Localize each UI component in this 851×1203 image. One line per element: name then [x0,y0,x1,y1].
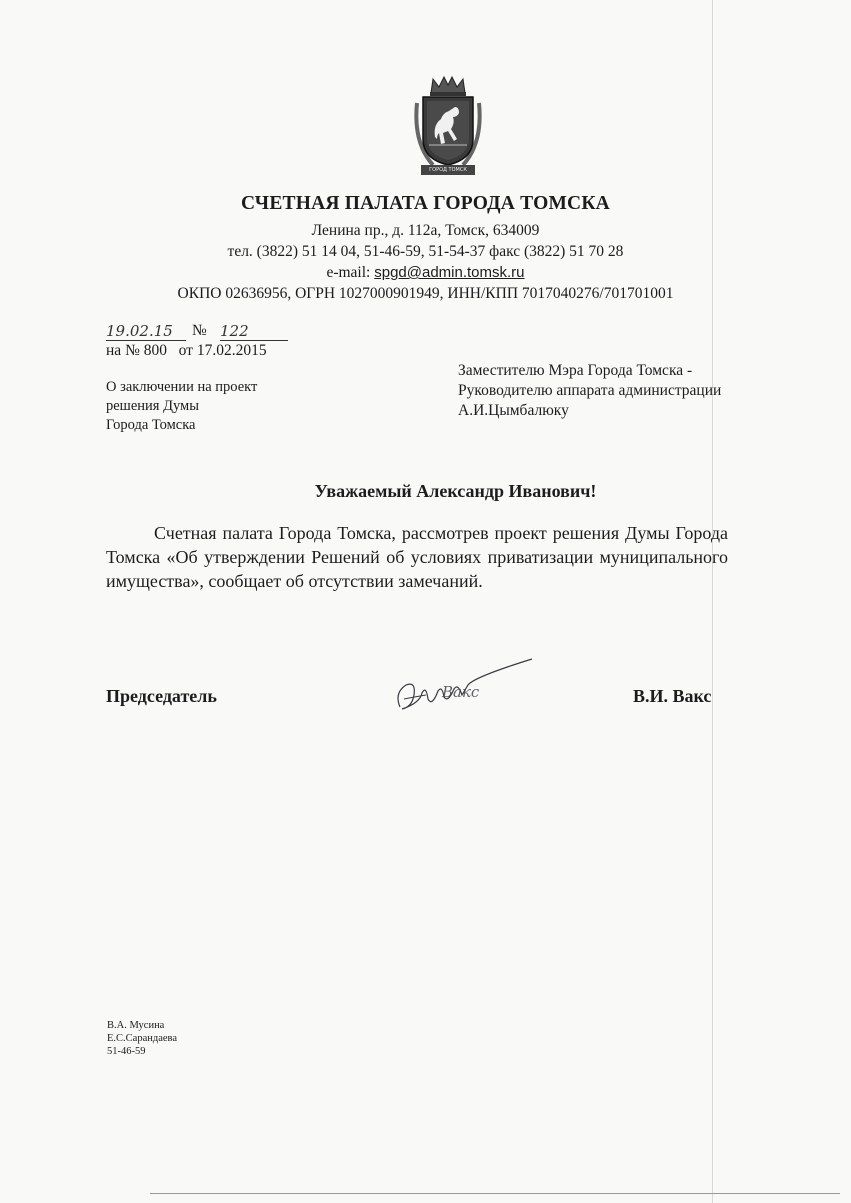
signatory-name: В.И. Вакс [633,686,712,706]
subject-line-2: решения Думы [106,398,199,414]
outgoing-date: 19.02.15 [106,322,186,341]
reference-number-label: № [125,342,140,359]
horse-shield-icon [411,73,485,177]
reference-prefix: на [106,342,122,359]
organization-email-line [0,264,851,282]
addressee-line-1: Заместителю Мэра Города Томска - [458,362,693,379]
handwritten-signature [392,655,542,715]
signature-text: Вакс [442,683,480,701]
outgoing-number: 122 [220,322,288,341]
subject-line-1: О заключении на проект [106,379,258,395]
subject-line-3: Города Томска [106,417,196,433]
coat-of-arms-emblem [411,73,485,177]
reference-line [106,342,267,360]
emblem-ribbon: ГОРОД ТОМСК [421,165,475,175]
email-link[interactable]: spgd@admin.tomsk.ru [374,264,525,281]
email-prefix: e-mail: [326,264,375,281]
body-paragraph: Счетная палата Города Томска, рассмотрев проект решения Думы Города Томска «Об утверждении Решений об условиях приватизации муниципального имущества», сообщает об отсутствии замечаний. [106,523,728,591]
outgoing-registration [106,322,292,341]
organization-phones: тел. (3822) 51 14 04, 51-46-59, 51-54-37 факс (3822) 51 70 28 [227,243,624,260]
addressee-line-2: Руководителю аппарата администрации [458,382,722,399]
scan-margin-line [712,0,713,1203]
executors-block [107,1019,247,1058]
outgoing-number-label: № [192,322,207,339]
reference-number: 800 [143,342,167,359]
executor-phone: 51-46-59 [107,1046,146,1057]
organization-name: СЧЕТНАЯ ПАЛАТА ГОРОДА ТОМСКА [241,193,610,214]
signature-title: Председатель [106,686,217,706]
organization-registry: ОКПО 02636956, ОГРН 1027000901949, ИНН/КПП 7017040276/701701001 [177,285,674,302]
organization-address: Ленина пр., д. 112а, Томск, 634009 [311,222,540,239]
addressee-line-3: А.И.Цымбалюку [458,402,569,419]
subject-block [106,378,346,435]
scan-bottom-edge [150,1193,840,1194]
executor-line-2: Е.С.Сарандаева [107,1033,178,1044]
addressee-block [458,361,778,421]
executor-line-1: В.А. Мусина [107,1020,165,1031]
greeting: Уважаемый Александр Иванович! [314,481,597,501]
reference-date: 17.02.2015 [196,342,267,359]
reference-from-label: от [178,342,193,359]
